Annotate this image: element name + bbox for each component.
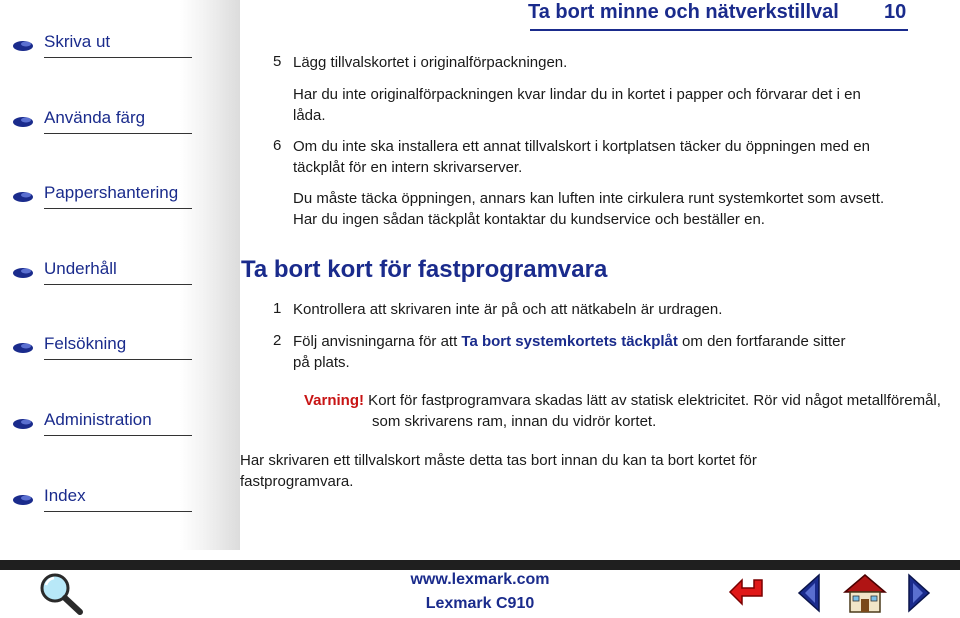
divider	[44, 359, 192, 360]
warning-label: Varning!	[304, 392, 365, 409]
divider	[44, 435, 192, 436]
nav-bullet-icon	[12, 265, 34, 279]
step-text	[293, 331, 863, 373]
step-text: Lägg tillvalskortet i originalförpackningen.	[293, 54, 568, 71]
nav-bullet-icon	[12, 492, 34, 506]
sidebar-item-label: Använda färg	[44, 108, 146, 127]
footer-band	[0, 560, 960, 570]
nav-bullet-icon	[12, 340, 34, 354]
step-text: Kontrollera att skrivaren inte är på och att nätkabeln är urdragen.	[293, 301, 723, 318]
step-number: 2	[273, 332, 282, 349]
remove-cover-link[interactable]: Ta bort systemkortets täckplåt	[461, 333, 678, 350]
nav-bullet-icon	[12, 38, 34, 52]
footer-url[interactable]: www.lexmark.com	[410, 571, 550, 588]
step-note: Du måste täcka öppningen, annars kan luften inte cirkulera runt systemkortet som avsett. Har du ingen sådan täckplåt kontaktar du kundservice och beställer en.	[293, 190, 885, 228]
section-heading: Ta bort kort för fastprogramvara	[241, 256, 608, 283]
step-note: Har du inte originalförpackningen kvar lindar du in kortet i papper och förvarar det i en låda.	[293, 86, 861, 124]
step-number: 6	[273, 137, 282, 154]
sidebar-item-label: Pappershantering	[44, 183, 179, 202]
magnifier-icon[interactable]	[38, 571, 84, 615]
nav-bullet-icon	[12, 114, 34, 128]
sidebar-item-label: Skriva ut	[44, 32, 111, 51]
step-number: 1	[273, 300, 282, 317]
back-arrow-icon[interactable]	[728, 576, 766, 608]
divider	[44, 133, 192, 134]
sidebar-item-label: Administration	[44, 410, 152, 429]
warning-text: Kort för fastprogramvara skadas lätt av statisk elektricitet. Rör vid något metallföremål, som skrivarens ram, innan du vidrör kortet.	[364, 392, 941, 430]
nav-bullet-icon	[12, 416, 34, 430]
sidebar-item-label: Index	[44, 486, 86, 505]
step-text-part: Följ anvisningarna för att	[293, 333, 462, 350]
sidebar-item-label: Underhåll	[44, 259, 117, 278]
sidebar-item-underhall[interactable]	[12, 259, 182, 285]
nav-bullet-icon	[12, 189, 34, 203]
page-title: Ta bort minne och nätverkstillval	[528, 1, 839, 23]
next-page-icon[interactable]	[905, 573, 933, 613]
divider	[44, 284, 192, 285]
sidebar-item-anvanda-farg[interactable]	[12, 108, 182, 134]
page-number: 10	[884, 1, 907, 23]
header-divider	[530, 29, 908, 31]
warning-note	[304, 390, 960, 432]
sidebar-item-pappershantering[interactable]	[12, 183, 182, 209]
step-text-part: om den fortfarande sitter på plats.	[293, 333, 846, 371]
footer-model: Lexmark C910	[425, 595, 535, 612]
sidebar-item-skriva-ut[interactable]	[12, 32, 182, 58]
divider	[44, 511, 192, 512]
divider	[44, 208, 192, 209]
divider	[44, 57, 192, 58]
sidebar	[0, 0, 240, 550]
sidebar-item-label: Felsökning	[44, 334, 127, 353]
closing-paragraph: Har skrivaren ett tillvalskort måste detta tas bort innan du kan ta bort kortet för fastprogramvara.	[240, 452, 757, 490]
sidebar-item-index[interactable]	[12, 486, 182, 512]
sidebar-item-administration[interactable]	[12, 410, 182, 436]
step-number: 5	[273, 53, 282, 70]
sidebar-item-felsokning[interactable]	[12, 334, 182, 360]
home-icon[interactable]	[842, 572, 888, 614]
previous-page-icon[interactable]	[795, 573, 823, 613]
step-text: Om du inte ska installera ett annat tillvalskort i kortplatsen täcker du öppningen med en täckplåt för en intern skrivarserver.	[293, 138, 870, 176]
